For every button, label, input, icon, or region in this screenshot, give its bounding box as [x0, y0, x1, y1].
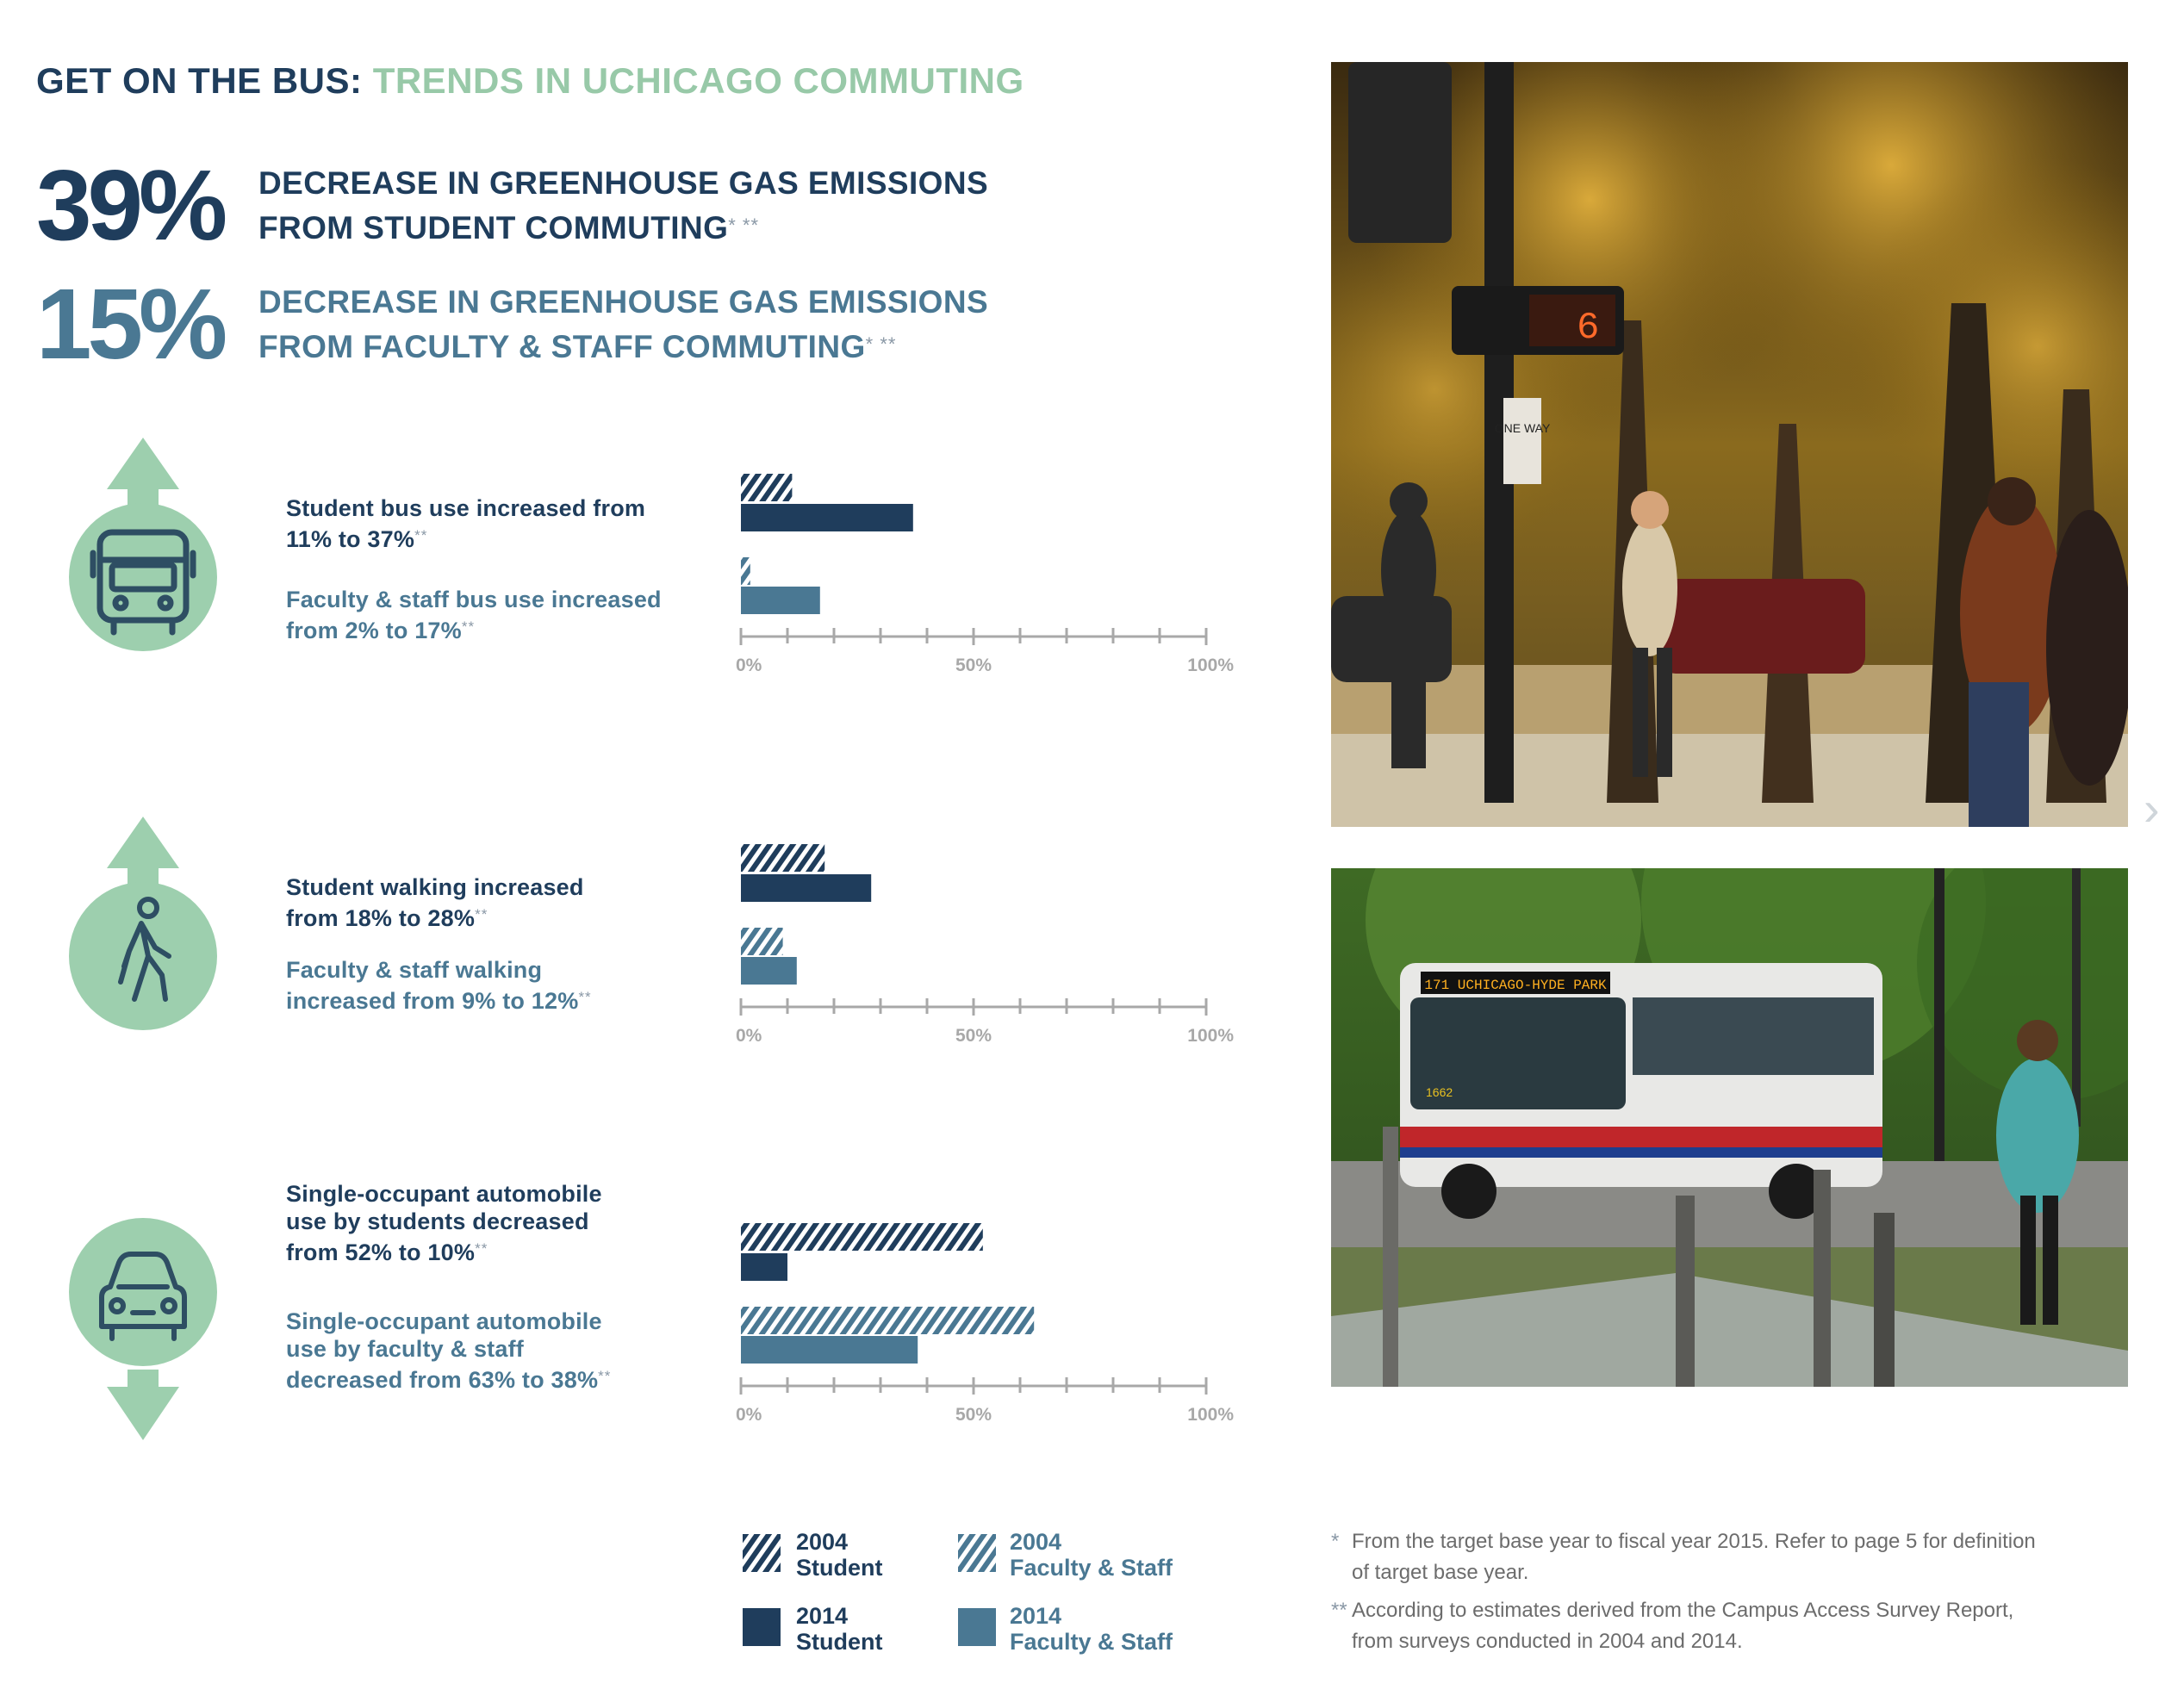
- car-student-marks: **: [475, 1240, 488, 1257]
- walk-faculty-label: [286, 956, 631, 1015]
- x-tick-label: 100%: [1187, 1405, 1234, 1425]
- car-faculty-text: Single-occupant automobile use by faculty & staff decreased from 63% to 38%: [286, 1308, 602, 1393]
- x-tick-label: 100%: [1187, 1026, 1234, 1046]
- footnote-2-cont: from surveys conducted in 2004 and 2014.: [1352, 1630, 1743, 1653]
- walk-chart: [724, 840, 1258, 1055]
- stat-student-line2: FROM STUDENT COMMUTING: [258, 210, 729, 245]
- footnote-1: [1331, 1526, 2141, 1557]
- stat-student-footnote-marks: * **: [728, 214, 760, 236]
- legend-swatch-2014-faculty: [958, 1608, 996, 1646]
- footnote-1-text: From the target base year to fiscal year 2015. Refer to page 5 for definition: [1352, 1530, 2036, 1553]
- car-faculty-label: [286, 1308, 639, 1394]
- legend-item-2004-student: [796, 1529, 883, 1581]
- stat-faculty-footnote-marks: * **: [865, 333, 897, 355]
- chevron-right-icon[interactable]: ›: [2144, 781, 2160, 836]
- legend-item-2014-student: [796, 1603, 883, 1655]
- bar-2004-student: [741, 1223, 983, 1251]
- bus-number: 1662: [1426, 1085, 1453, 1099]
- car-student-label: [286, 1180, 639, 1266]
- stat-faculty-value: 15%: [36, 268, 224, 380]
- bar-2014-student: [741, 504, 913, 531]
- bus-photo: [1331, 868, 2128, 1387]
- x-tick-label: 0%: [736, 1026, 762, 1046]
- footnote-2-mark: **: [1331, 1599, 1347, 1622]
- legend: [743, 1529, 1242, 1658]
- legend-group-2004-student: Student: [796, 1555, 883, 1581]
- car-chart: [724, 1219, 1258, 1434]
- x-tick-label: 50%: [955, 655, 992, 675]
- mode-icons: [52, 431, 241, 1447]
- car-student-text: Single-occupant automobile use by students decreased from 52% to 10%: [286, 1181, 602, 1265]
- x-tick-label: 50%: [955, 1026, 992, 1046]
- legend-item-2014-faculty: [1010, 1603, 1173, 1655]
- bus-faculty-text: Faculty & staff bus use increased from 2% to 17%: [286, 587, 662, 643]
- stat-student-text: [258, 162, 988, 249]
- legend-swatch-fill: [958, 1608, 996, 1646]
- walk-student-marks: **: [475, 906, 488, 923]
- x-tick-label: 0%: [736, 1405, 762, 1425]
- legend-swatch-2014-student: [743, 1608, 781, 1646]
- page-title: [36, 60, 1024, 102]
- bar-2004-student: [741, 844, 824, 872]
- bus-student-label: [286, 494, 665, 553]
- legend-year-2004-student: 2004: [796, 1529, 849, 1555]
- bus-student-marks: **: [414, 527, 428, 544]
- walk-student-label: [286, 873, 631, 932]
- legend-swatch-fill: [743, 1534, 781, 1572]
- bar-2014-faculty: [741, 957, 797, 985]
- x-tick-label: 0%: [736, 655, 762, 675]
- footnote-1-mark: *: [1331, 1530, 1340, 1553]
- title-suffix: TRENDS IN UCHICAGO COMMUTING: [372, 60, 1024, 101]
- stat-faculty-text: [258, 281, 988, 368]
- bus-student-text: Student bus use increased from 11% to 37%: [286, 495, 646, 552]
- bus-faculty-marks: **: [461, 618, 476, 635]
- footnote-1-cont: of target base year.: [1352, 1561, 1529, 1584]
- legend-item-2004-faculty: [1010, 1529, 1173, 1581]
- bar-2014-faculty: [741, 587, 820, 614]
- walk-student-text: Student walking increased from 18% to 28%: [286, 874, 584, 931]
- stat-faculty-line1: DECREASE IN GREENHOUSE GAS EMISSIONS: [258, 284, 989, 320]
- legend-group-2004-faculty: Faculty & Staff: [1010, 1555, 1173, 1581]
- bar-2004-student: [741, 474, 792, 501]
- stat-student-line1: DECREASE IN GREENHOUSE GAS EMISSIONS: [258, 165, 989, 201]
- bus-faculty-label: [286, 586, 665, 644]
- legend-swatch-fill: [743, 1608, 781, 1646]
- legend-group-2014-faculty: Faculty & Staff: [1010, 1629, 1173, 1655]
- title-prefix: GET ON THE BUS:: [36, 60, 363, 101]
- bar-2004-faculty: [741, 557, 750, 585]
- legend-year-2004-faculty: 2004: [1010, 1529, 1062, 1555]
- walk-faculty-marks: **: [578, 989, 592, 1005]
- car-faculty-marks: **: [598, 1368, 612, 1384]
- one-way-sign: ONE WAY: [1494, 421, 1551, 435]
- bar-2014-student: [741, 874, 871, 902]
- bus-route-sign: 171 UCHICAGO-HYDE PARK: [1424, 978, 1607, 993]
- bar-2014-faculty: [741, 1336, 918, 1364]
- x-tick-label: 50%: [955, 1405, 992, 1425]
- footnote-2: [1331, 1595, 2141, 1626]
- legend-swatch-fill: [958, 1534, 996, 1572]
- legend-swatch-2004-student: [743, 1534, 781, 1572]
- footnotes: [1331, 1526, 2141, 1657]
- bus-chart: [724, 469, 1258, 685]
- bar-2014-student: [741, 1253, 787, 1281]
- legend-group-2014-student: Student: [796, 1629, 883, 1655]
- stat-faculty-line2: FROM FACULTY & STAFF COMMUTING: [258, 329, 866, 364]
- x-tick-label: 100%: [1187, 655, 1234, 675]
- autumn-street-photo: [1331, 62, 2128, 827]
- legend-year-2014-student: 2014: [796, 1603, 849, 1629]
- footnote-2-text: According to estimates derived from the Campus Access Survey Report,: [1352, 1599, 2014, 1622]
- stat-student-value: 39%: [36, 149, 224, 261]
- walk-faculty-text: Faculty & staff walking increased from 9% to 12%: [286, 957, 579, 1014]
- bar-2004-faculty: [741, 928, 783, 955]
- signal-countdown: 6: [1577, 307, 1600, 350]
- bar-2004-faculty: [741, 1307, 1034, 1334]
- legend-swatch-2004-faculty: [958, 1534, 996, 1572]
- legend-year-2014-faculty: 2014: [1010, 1603, 1062, 1629]
